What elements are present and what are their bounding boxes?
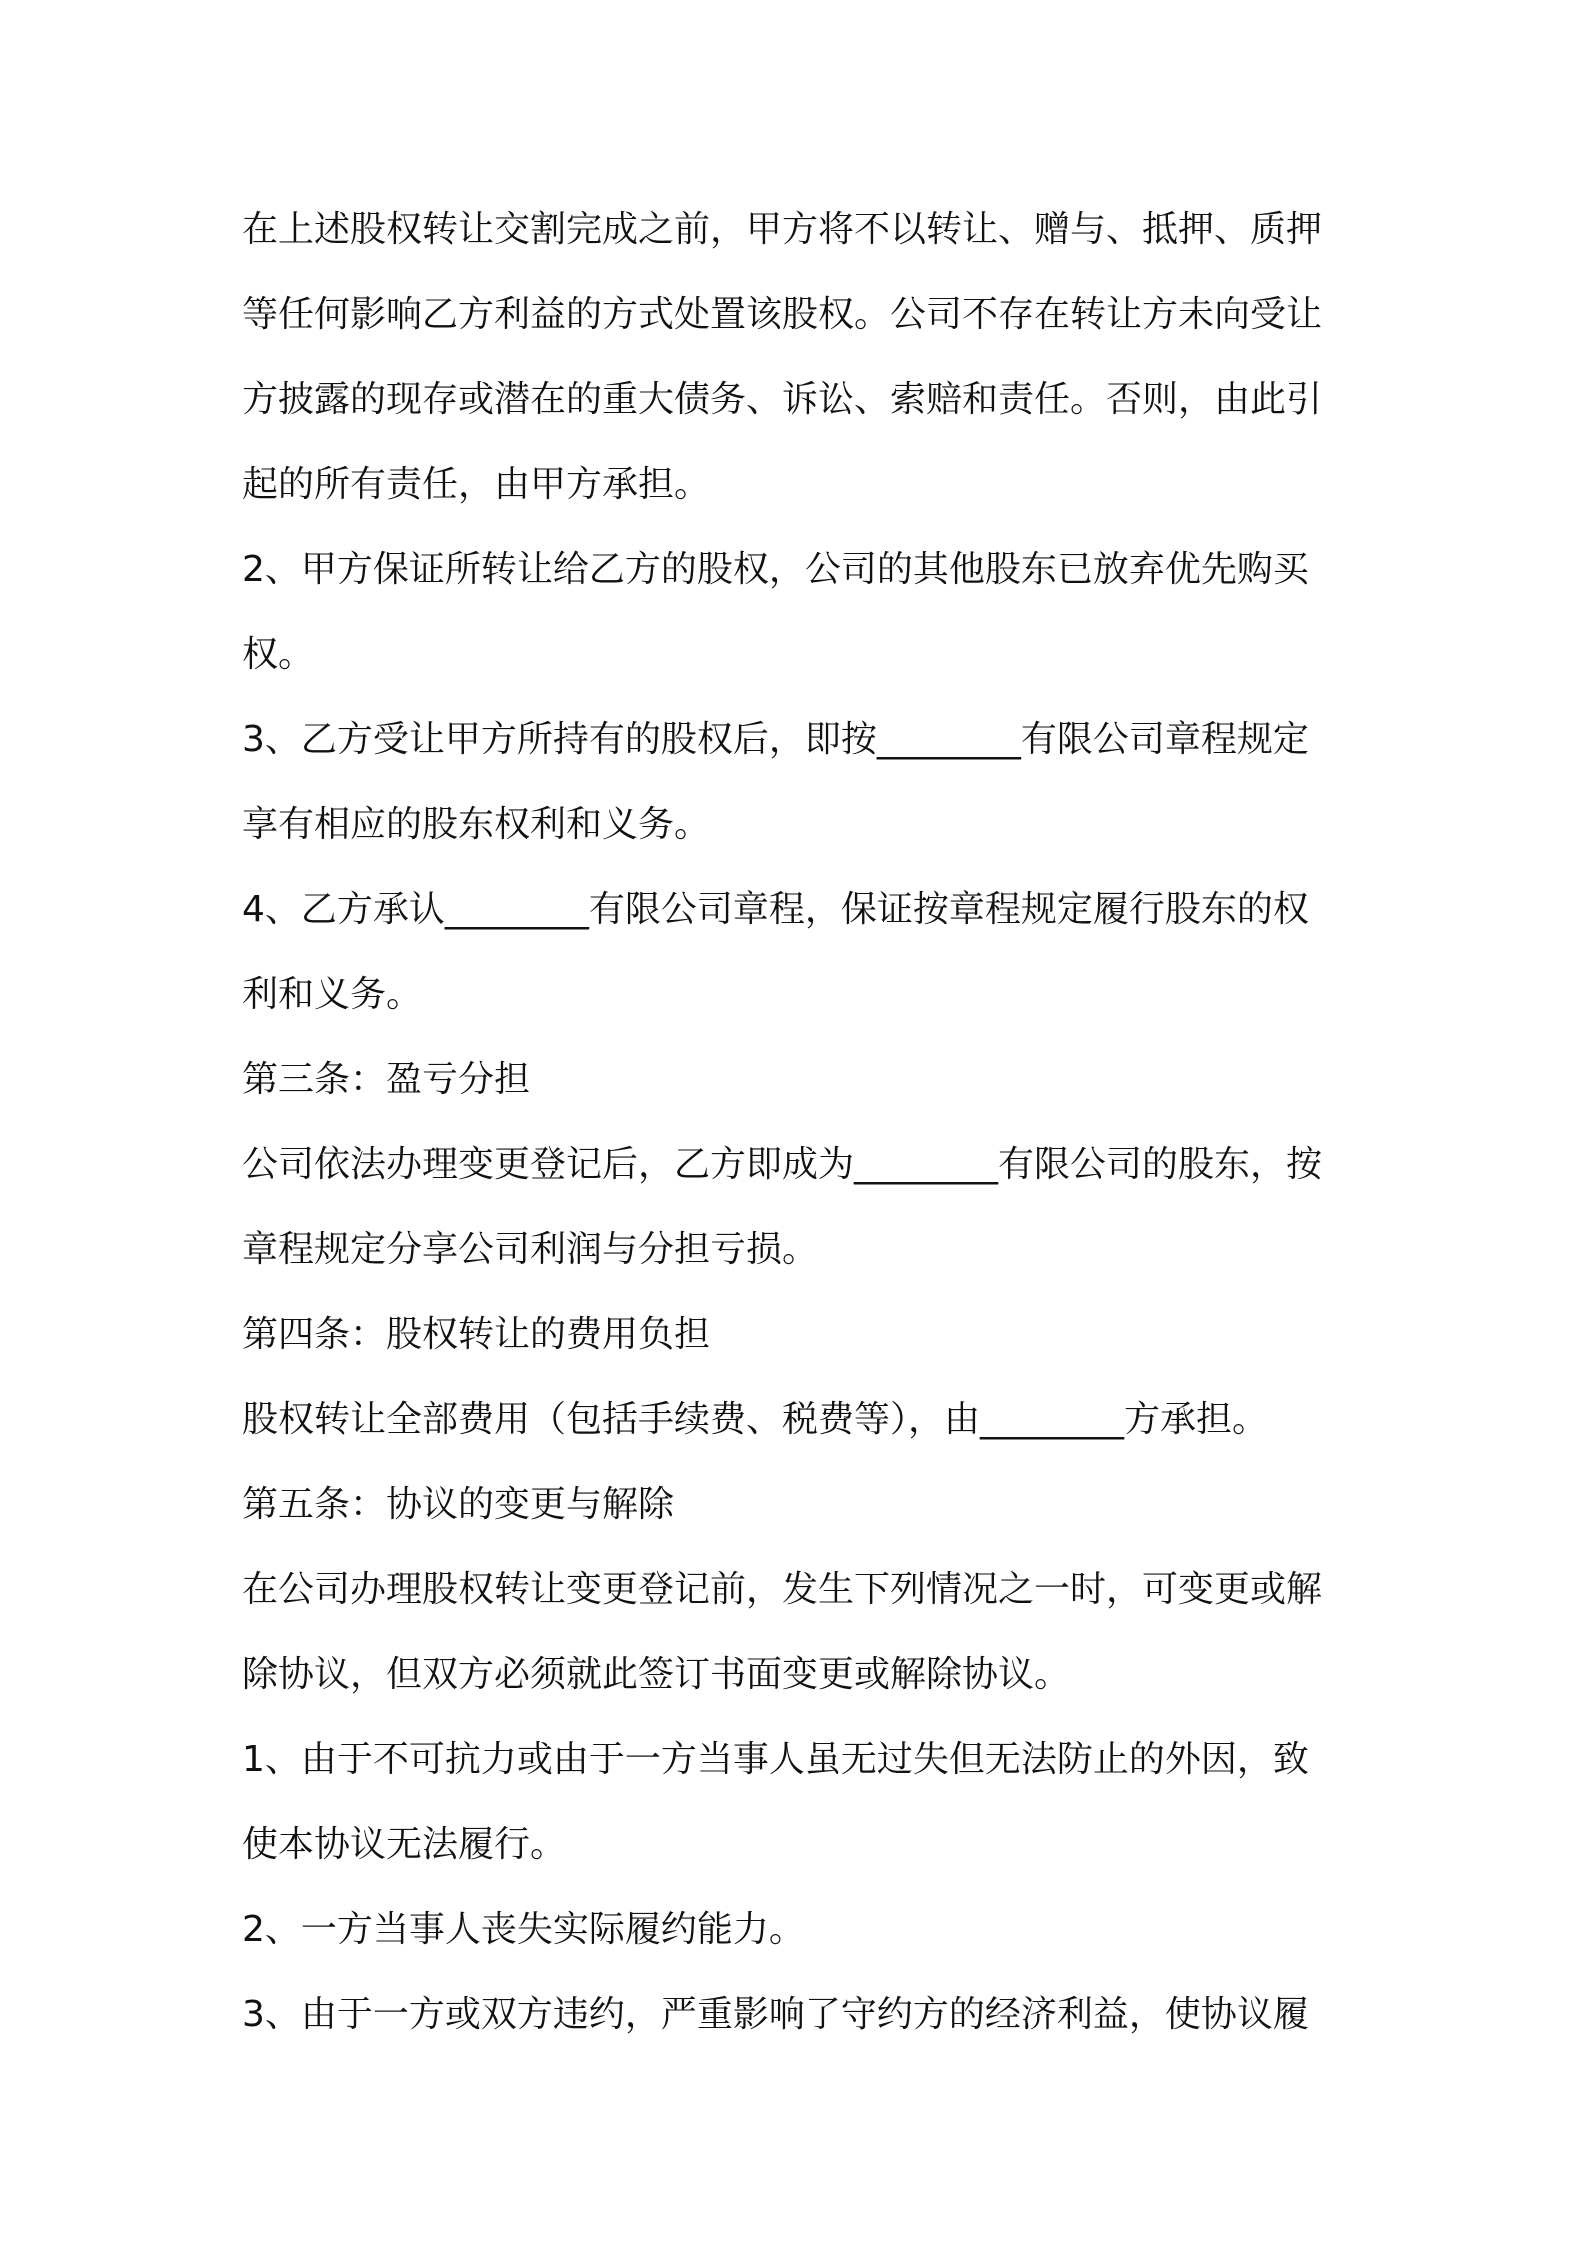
text-line: 2、甲方保证所转让给乙方的股权，公司的其他股东已放弃优先购买 xyxy=(242,549,1309,590)
text-line: 权。 xyxy=(242,634,315,675)
text-line: 1、由于不可抗力或由于一方当事人虽无过失但无法防止的外因，致 xyxy=(242,1739,1309,1780)
text-line: 章程规定分享公司利润与分担亏损。 xyxy=(242,1229,819,1270)
text-line: 利和义务。 xyxy=(242,974,423,1015)
text-line: 3、由于一方或双方违约，严重影响了守约方的经济利益，使协议履 xyxy=(242,1994,1309,2035)
text-line: 4、乙方承认________有限公司章程，保证按章程规定履行股东的权 xyxy=(242,889,1309,930)
text-line: 2、一方当事人丧失实际履约能力。 xyxy=(242,1909,805,1950)
text-line: 等任何影响乙方利益的方式处置该股权。公司不存在转让方未向受让 xyxy=(242,294,1323,335)
section-heading: 第三条：盈亏分担 xyxy=(242,1059,531,1100)
section-heading: 第五条：协议的变更与解除 xyxy=(242,1484,675,1525)
text-line: 3、乙方受让甲方所持有的股权后，即按________有限公司章程规定 xyxy=(242,719,1309,760)
text-line: 方披露的现存或潜在的重大债务、诉讼、索赔和责任。否则，由此引 xyxy=(242,379,1323,420)
section-heading: 第四条：股权转让的费用负担 xyxy=(242,1314,711,1355)
text-line: 在公司办理股权转让变更登记前，发生下列情况之一时，可变更或解 xyxy=(242,1569,1323,1610)
text-line: 在上述股权转让交割完成之前，甲方将不以转让、赠与、抵押、质押 xyxy=(242,209,1323,250)
document-body xyxy=(242,200,1362,2070)
text-line: 起的所有责任，由甲方承担。 xyxy=(242,464,711,505)
text-line: 使本协议无法履行。 xyxy=(242,1824,567,1865)
text-line: 股权转让全部费用（包括手续费、税费等），由________方承担。 xyxy=(242,1399,1269,1440)
text-line: 公司依法办理变更登记后，乙方即成为________有限公司的股东，按 xyxy=(242,1144,1323,1185)
text-line: 除协议，但双方必须就此签订书面变更或解除协议。 xyxy=(242,1654,1071,1695)
text-line: 享有相应的股东权利和义务。 xyxy=(242,804,711,845)
